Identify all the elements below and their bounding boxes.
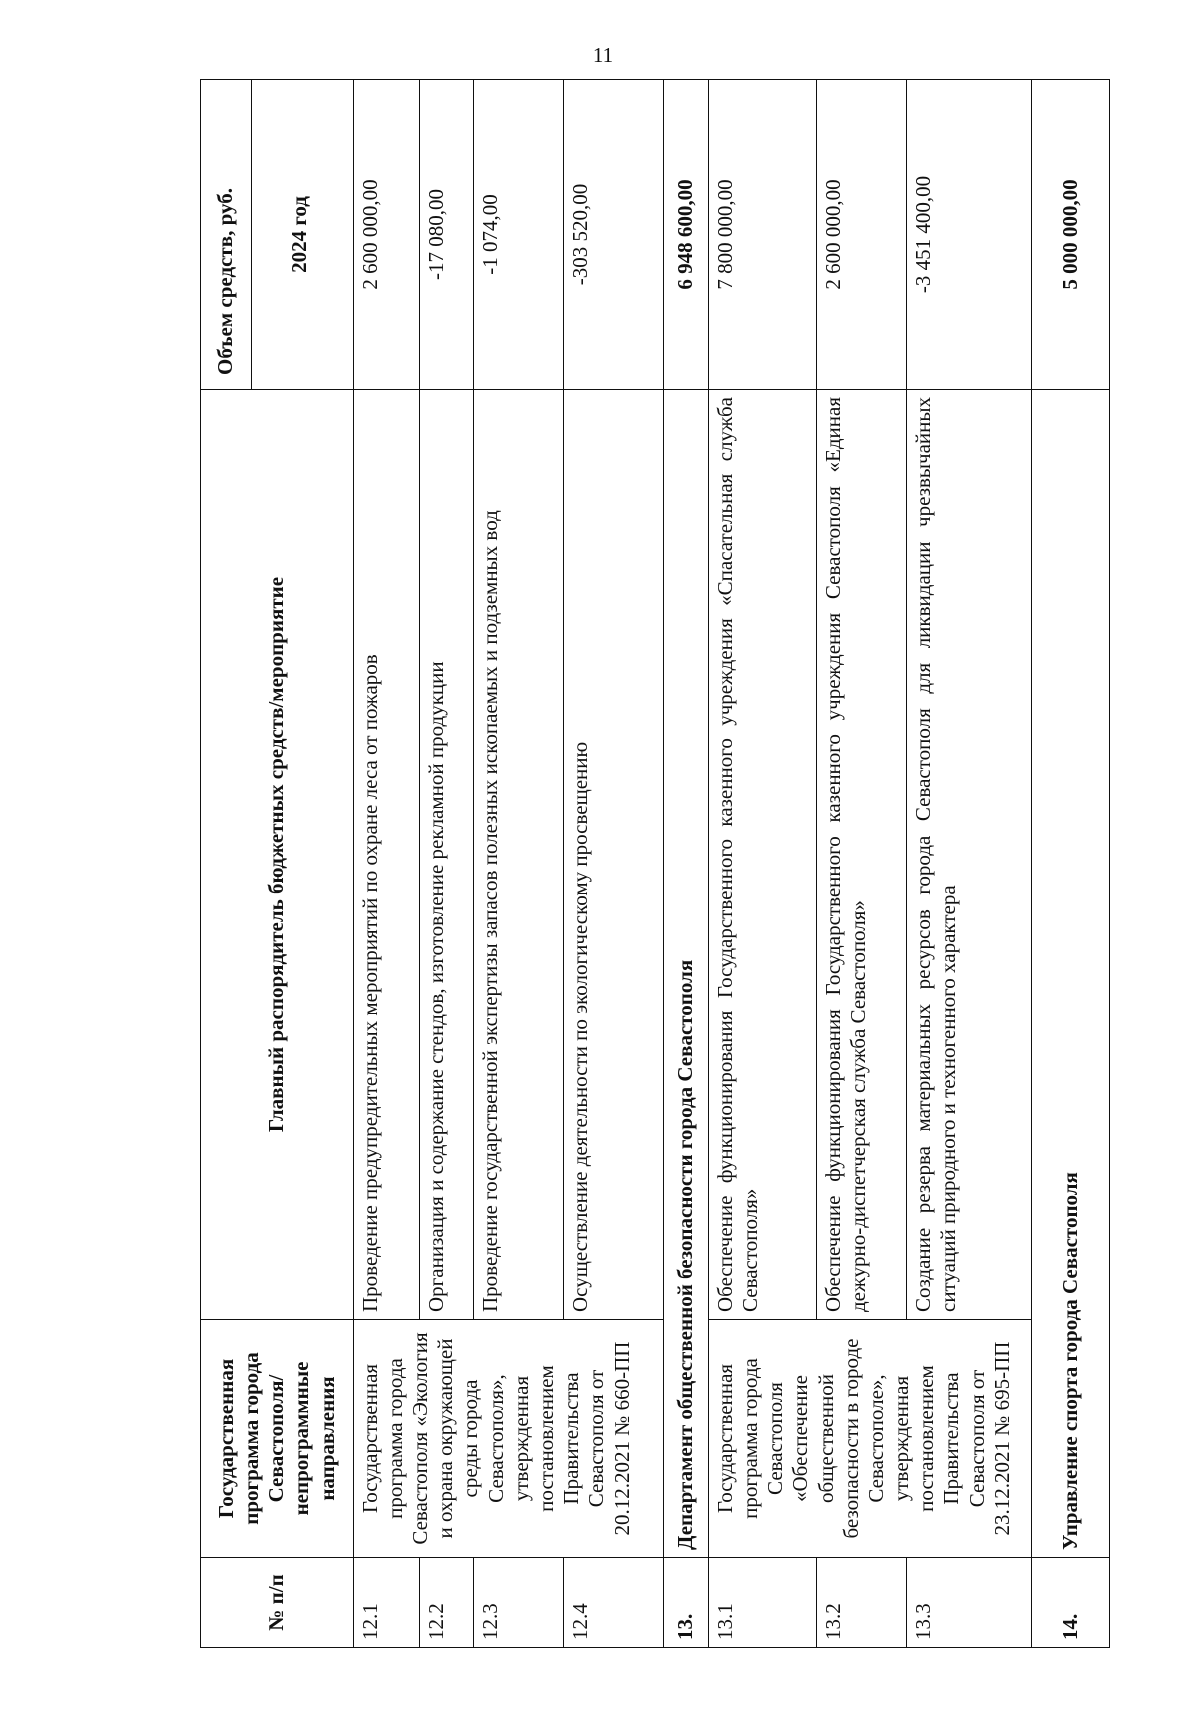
header-amount (201, 80, 354, 390)
department-row (1032, 80, 1110, 1648)
event-cell: Осуществление деятельности по экологическому просвещению (564, 390, 664, 1320)
header-year: 2024 год (286, 196, 311, 273)
row-num: 12.4 (564, 1558, 664, 1648)
event-cell: Проведение государственной экспертизы запасов полезных ископаемых и подземных вод (474, 390, 564, 1320)
row-num: 14. (1032, 1558, 1110, 1648)
table-header-row (201, 80, 354, 1648)
row-num: 12.1 (353, 1558, 419, 1648)
row-num: 12.3 (474, 1558, 564, 1648)
amount-cell: 2 600 000,00 (816, 80, 907, 390)
amount-cell: 2 600 000,00 (353, 80, 419, 390)
row-num: 13.1 (708, 1558, 816, 1648)
row-num: 13.3 (907, 1558, 1032, 1648)
amount-cell: -3 451 400,00 (907, 80, 1032, 390)
department-name: Управление спорта города Севастополя (1032, 390, 1110, 1558)
amount-cell: 5 000 000,00 (1032, 80, 1110, 390)
event-cell: Создание резерва материальных ресурсов города Севастополя для ликвидации чрезвычайных ситуаций природного и техногенного характера (907, 390, 1032, 1320)
row-num: 13.2 (816, 1558, 907, 1648)
header-program: Государственная программа города Севастополя/ непрограммные направления (201, 1320, 354, 1558)
row-num: 12.2 (420, 1558, 474, 1648)
department-row (664, 80, 709, 1648)
program-cell: Государственная программа города Севастополя «Обеспечение общественной безопасности в городе Севастополе», утвержденная постановлением Правительства Севастополя от 23.12.2021 № 695-ПП (708, 1320, 1031, 1558)
amount-cell: -303 520,00 (564, 80, 664, 390)
rotated-table-wrapper (200, 80, 1110, 1648)
page-number: 11 (592, 43, 614, 67)
event-cell: Организация и содержание стендов, изготовление рекламной продукции (420, 390, 474, 1320)
header-amount-label: Объем средств, руб. (201, 80, 252, 389)
department-name: Департамент общественной безопасности города Севастополя (664, 390, 709, 1558)
event-cell: Обеспечение функционирования Государственного казенного учреждения «Спасательная служба Севастополя» (708, 390, 816, 1320)
budget-table (200, 79, 1110, 1648)
event-cell: Проведение предупредительных мероприятий по охране леса от пожаров (353, 390, 419, 1320)
amount-cell: 7 800 000,00 (708, 80, 816, 390)
amount-cell: 6 948 600,00 (664, 80, 709, 390)
event-cell: Обеспечение функционирования Государственного казенного учреждения Севастополя «Единая дежурно-диспетчерская служба Севастополя» (816, 390, 907, 1320)
header-num: № п/п (201, 1558, 354, 1648)
table-row (708, 80, 816, 1648)
row-num: 13. (664, 1558, 709, 1648)
amount-cell: -1 074,00 (474, 80, 564, 390)
header-event: Главный распорядитель бюджетных средств/мероприятие (201, 390, 354, 1320)
amount-cell: -17 080,00 (420, 80, 474, 390)
program-cell: Государственная программа города Севастополя «Экология и охрана окружающей среды города Севастополя», утвержденная постановлением Правительства Севастополя от 20.12.2021 № 660-ПП (353, 1320, 663, 1558)
table-row (353, 80, 419, 1648)
